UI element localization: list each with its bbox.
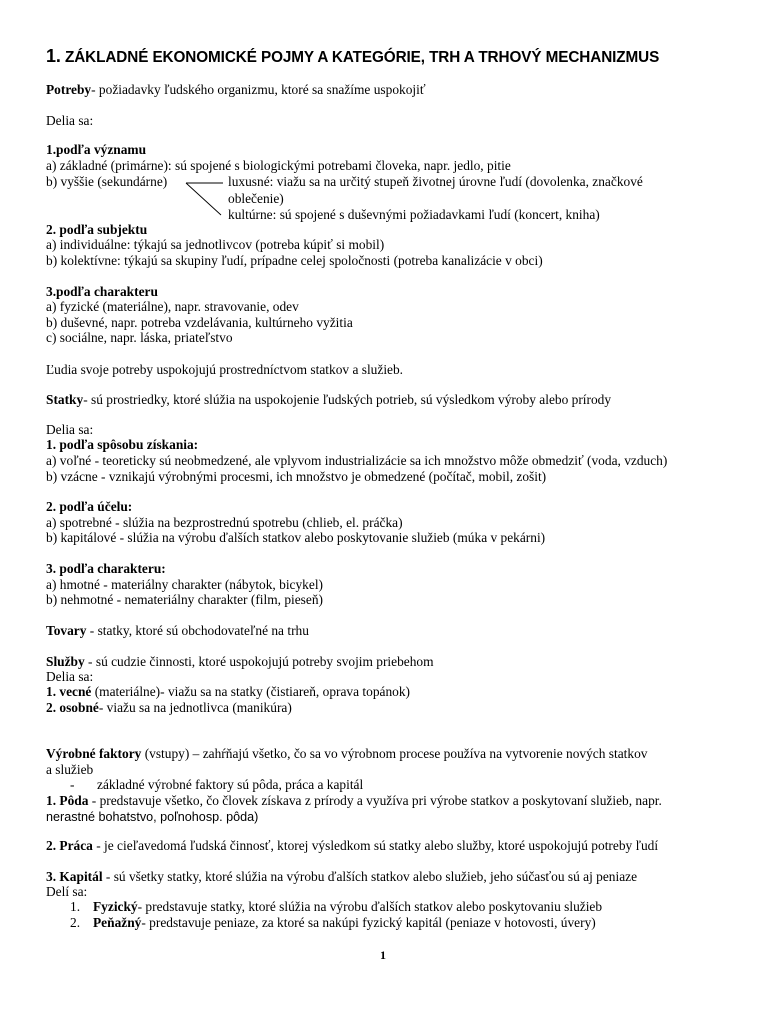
sposob-b: b) vzácne - vznikajú výrobnými procesmi, ich množstvo je obmedzené (počítač, mobil, zošit) xyxy=(46,469,547,484)
ucel-b: b) kapitálové - slúžia na výrobu ďalších statkov alebo poskytovanie služieb (múka v pekárni) xyxy=(46,530,546,545)
subjekt-a: a) individuálne: týkajú sa jednotlivcov (potreba kúpiť si mobil) xyxy=(46,237,385,252)
vyznam-heading: 1.podľa významu xyxy=(46,142,147,157)
sluzby-delia: Delia sa: xyxy=(46,669,94,684)
potreby-term: Potreby xyxy=(46,82,92,97)
sluzby-osobne xyxy=(46,700,292,716)
osobne-def: - viažu sa na jednotlivca (manikúra) xyxy=(98,700,292,715)
kapital-deli: Delí sa: xyxy=(46,884,88,899)
charakter-a: a) fyzické (materiálne), napr. stravovanie, odev xyxy=(46,299,299,314)
title-number: 1. xyxy=(46,46,61,66)
subjekt-b: b) kolektívne: týkajú sa skupiny ľudí, prípadne celej spoločnosti (potreba kanalizácie v obci) xyxy=(46,253,543,268)
charakter-c: c) sociálne, napr. láska, priateľstvo xyxy=(46,330,233,345)
vecne-term: 1. vecné xyxy=(46,684,92,699)
sposob-a: a) voľné - teoreticky sú neobmedzené, ale vplyvom industrializácie sa ich množstvo môže obmedziť (voda, vzduch) xyxy=(46,453,668,468)
kapital-item-2-num: 2. xyxy=(70,915,81,930)
kapital-term: 3. Kapitál xyxy=(46,869,103,884)
potreby-definition xyxy=(46,82,426,98)
charakter2-b: b) nehmotné - nemateriálny charakter (film, pieseň) xyxy=(46,592,323,607)
subjekt-heading: 2. podľa subjektu xyxy=(46,222,148,237)
faktory-def-2: a služieb xyxy=(46,762,94,777)
vyznam-luxus-2: oblečenie) xyxy=(228,191,284,206)
ucel-heading: 2. podľa účelu: xyxy=(46,499,133,514)
praca-definition xyxy=(46,838,658,854)
sluzby-definition xyxy=(46,654,434,670)
kapital-definition xyxy=(46,869,637,885)
penazny-def: - predstavuje peniaze, za ktoré sa nakúpi fyzický kapitál (peniaze v hotovosti, úvery) xyxy=(141,915,596,930)
vyznam-b: b) vyššie (sekundárne) xyxy=(46,174,168,189)
vyznam-luxus-1: luxusné: viažu sa na určitý stupeň životnej úrovne ľudí (dovolenka, značkové xyxy=(228,174,643,189)
osobne-term: 2. osobné xyxy=(46,700,99,715)
praca-term: 2. Práca xyxy=(46,838,93,853)
poda-def-1: - predstavuje všetko, čo človek získava z prírody a využíva pri výrobe statkov a poskytovaní služieb, napr. xyxy=(88,793,662,808)
statky-def: - sú prostriedky, ktoré slúžia na uspokojenie ľudských potrieb, sú výsledkom výroby alebo prírody xyxy=(83,392,612,407)
vyznam-kulturne: kultúrne: sú spojené s duševnými požiadavkami ľudí (koncert, kniha) xyxy=(228,207,600,222)
praca-def: - je cieľavedomá ľudská činnosť, ktorej výsledkom sú statky alebo služby, ktoré uspokojujú potreby ľudí xyxy=(92,838,659,853)
sluzby-vecne xyxy=(46,684,410,700)
delia-sa-2: Delia sa: xyxy=(46,422,94,437)
kapital-def: - sú všetky statky, ktoré slúžia na výrobu ďalších statkov alebo služieb, jeho súčasťou sú aj peniaze xyxy=(102,869,638,884)
statky-definition xyxy=(46,392,611,408)
sposob-heading: 1. podľa spôsobu získania: xyxy=(46,437,199,452)
charakter-heading: 3.podľa charakteru xyxy=(46,284,158,299)
poda-definition xyxy=(46,793,662,809)
sluzby-term: Služby xyxy=(46,654,85,669)
title-text: ZÁKLADNÉ EKONOMICKÉ POJMY A KATEGÓRIE, TRH A TRHOVÝ MECHANIZMUS xyxy=(64,49,660,66)
fyzicky-term: Fyzický xyxy=(93,899,138,914)
kapital-item-1-text xyxy=(93,899,602,915)
page-title xyxy=(46,46,659,67)
tovary-term: Tovary xyxy=(46,623,87,638)
vecne-def: (materiálne)- viažu sa na statky (čistiareň, oprava topánok) xyxy=(91,684,411,699)
kapital-item-2-text xyxy=(93,915,596,931)
faktory-dash: - xyxy=(70,777,75,792)
potreby-def: - požiadavky ľudského organizmu, ktoré sa snažíme uspokojiť xyxy=(91,82,426,97)
ludia-line: Ľudia svoje potreby uspokojujú prostredníctvom statkov a služieb. xyxy=(46,362,404,377)
branch-line-kulturne xyxy=(186,183,221,215)
ucel-a: a) spotrebné - slúžia na bezprostrednú spotrebu (chlieb, el. práčka) xyxy=(46,515,403,530)
statky-term: Statky xyxy=(46,392,84,407)
page-number: 1 xyxy=(380,948,386,962)
sluzby-def: - sú cudzie činnosti, ktoré uspokojujú potreby svojim priebehom xyxy=(84,654,434,669)
charakter-b: b) duševné, napr. potreba vzdelávania, kultúrneho vyžitia xyxy=(46,315,353,330)
fyzicky-def: - predstavuje statky, ktoré slúžia na výrobu ďalších statkov alebo poskytovaniu služieb xyxy=(137,899,603,914)
faktory-zakladne: základné výrobné faktory sú pôda, práca a kapitál xyxy=(97,777,364,792)
tovary-def: - statky, ktoré sú obchodovateľné na trhu xyxy=(86,623,309,638)
faktory-definition xyxy=(46,746,647,762)
branch-connector xyxy=(185,178,225,218)
faktory-def-1: (vstupy) – zahŕňajú všetko, čo sa vo výrobnom procese používa na vytvorenie nových statkov xyxy=(141,746,648,761)
charakter2-heading: 3. podľa charakteru: xyxy=(46,561,166,576)
charakter2-a: a) hmotné - materiálny charakter (nábytok, bicykel) xyxy=(46,577,323,592)
poda-term: 1. Pôda xyxy=(46,793,89,808)
tovary-definition xyxy=(46,623,309,639)
delia-sa-1: Delia sa: xyxy=(46,113,94,128)
poda-def-2: nerastné bohatstvo, poľnohosp. pôda) xyxy=(46,810,259,824)
faktory-term: Výrobné faktory xyxy=(46,746,142,761)
penazny-term: Peňažný xyxy=(93,915,142,930)
vyznam-a: a) základné (primárne): sú spojené s biologickými potrebami človeka, napr. jedlo, pitie xyxy=(46,158,511,173)
kapital-item-1-num: 1. xyxy=(70,899,81,914)
